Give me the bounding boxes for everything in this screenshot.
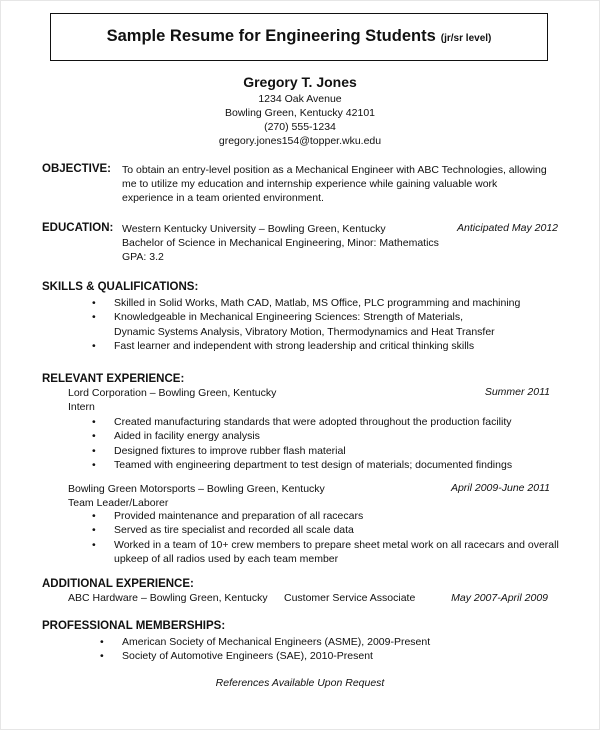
- job-employer: Bowling Green Motorsports – Bowling Green, Kentucky: [68, 483, 325, 495]
- education-date: Anticipated May 2012: [457, 222, 558, 234]
- list-item: [92, 339, 562, 353]
- duty-text: Teamed with engineering department to test design of materials; documented findings: [114, 458, 513, 471]
- bullet-icon: •: [92, 297, 96, 309]
- job-header: [68, 482, 488, 510]
- duty-text: Served as tire specialist and recorded all scale data: [114, 524, 354, 537]
- job-duties-list: [92, 509, 562, 566]
- job-role: Intern: [68, 401, 95, 413]
- duty-text: Worked in a team of 10+ crew members to prepare sheet metal work on all racecars and overall: [114, 538, 559, 551]
- relevant-experience-heading: RELEVANT EXPERIENCE:: [42, 373, 185, 385]
- contact-block: [0, 73, 600, 148]
- resume-title: Sample Resume for Engineering Students: [106, 27, 436, 46]
- list-item: [100, 649, 540, 663]
- skill-text: Fast learner and independent with strong leadership and critical thinking skills: [114, 339, 475, 352]
- education-gpa: GPA: 3.2: [122, 251, 164, 263]
- bullet-icon: •: [92, 339, 96, 352]
- job-date: April 2009-June 2011: [450, 482, 550, 494]
- memberships-list: [100, 635, 540, 664]
- list-item: [92, 310, 562, 339]
- title-box: [50, 13, 548, 61]
- resume-title-level: (jr/sr level): [440, 32, 492, 44]
- list-item: [92, 538, 562, 567]
- memberships-heading: PROFESSIONAL MEMBERSHIPS:: [42, 620, 226, 632]
- additional-position: Customer Service Associate: [284, 592, 416, 604]
- address-line-2: Bowling Green, Kentucky 42101: [224, 107, 375, 119]
- list-item: [92, 444, 562, 458]
- duty-text: Provided maintenance and preparation of all racecars: [114, 510, 364, 522]
- skill-text: Knowledgeable in Mechanical Engineering Sciences: Strength of Materials,: [114, 311, 464, 324]
- skills-heading: SKILLS & QUALIFICATIONS:: [42, 281, 199, 293]
- objective-line: To obtain an entry-level position as a Mechanical Engineer with ABC Technologies, allowing: [122, 164, 547, 176]
- bullet-icon: •: [92, 538, 96, 551]
- membership-text: American Society of Mechanical Engineers (ASME), 2009-Present: [122, 636, 431, 648]
- bullet-icon: •: [100, 636, 104, 648]
- education-school: Western Kentucky University – Bowling Green, Kentucky: [122, 223, 386, 235]
- bullet-icon: •: [92, 311, 96, 324]
- job-role: Team Leader/Laborer: [68, 497, 169, 509]
- email: gregory.jones154@topper.wku.edu: [218, 135, 382, 147]
- bullet-icon: •: [92, 458, 96, 471]
- bullet-icon: •: [92, 430, 96, 443]
- candidate-name: Gregory T. Jones: [243, 74, 357, 90]
- education-heading: EDUCATION:: [42, 222, 114, 234]
- additional-employer: ABC Hardware – Bowling Green, Kentucky: [68, 592, 268, 604]
- job-duties-list: [92, 415, 562, 472]
- list-item: [92, 523, 562, 537]
- list-item: [92, 458, 562, 472]
- objective-line: experience in a team oriented environment.: [122, 192, 324, 204]
- list-item: [92, 415, 562, 429]
- duty-text: upkeep of all radios used by each team member: [114, 552, 339, 565]
- objective-text: [122, 163, 562, 205]
- skill-text: Dynamic Systems Analysis, Vibratory Motion, Thermodynamics and Heat Transfer: [114, 325, 495, 338]
- duty-text: Designed fixtures to improve rubber flash material: [114, 444, 346, 457]
- address-line-1: 1234 Oak Avenue: [258, 93, 342, 105]
- job-date: Summer 2011: [484, 386, 550, 398]
- additional-experience-heading: ADDITIONAL EXPERIENCE:: [42, 578, 194, 590]
- duty-text: Created manufacturing standards that were adopted throughout the production facility: [114, 416, 512, 428]
- bullet-icon: •: [92, 524, 96, 537]
- bullet-icon: •: [92, 416, 96, 428]
- job-header: [68, 386, 488, 414]
- job-employer: Lord Corporation – Bowling Green, Kentucky: [68, 387, 277, 399]
- list-item: [92, 296, 562, 310]
- list-item: [100, 635, 540, 649]
- additional-date: May 2007-April 2009: [451, 592, 548, 604]
- bullet-icon: •: [92, 444, 96, 457]
- phone: (270) 555-1234: [264, 121, 336, 133]
- membership-text: Society of Automotive Engineers (SAE), 2010-Present: [122, 650, 373, 663]
- list-item: [92, 429, 562, 443]
- references-note: References Available Upon Request: [215, 677, 385, 689]
- skills-list: [92, 296, 562, 353]
- objective-heading: OBJECTIVE:: [42, 163, 112, 175]
- list-item: [92, 509, 562, 523]
- bullet-icon: •: [100, 650, 104, 663]
- bullet-icon: •: [92, 510, 96, 522]
- duty-text: Aided in facility energy analysis: [114, 430, 260, 443]
- education-degree: Bachelor of Science in Mechanical Engineering, Minor: Mathematics: [122, 237, 439, 249]
- skill-text: Skilled in Solid Works, Math CAD, Matlab, MS Office, PLC programming and machining: [114, 297, 521, 309]
- objective-line: me to utilize my education and internship experience while gaining valuable work: [122, 178, 498, 190]
